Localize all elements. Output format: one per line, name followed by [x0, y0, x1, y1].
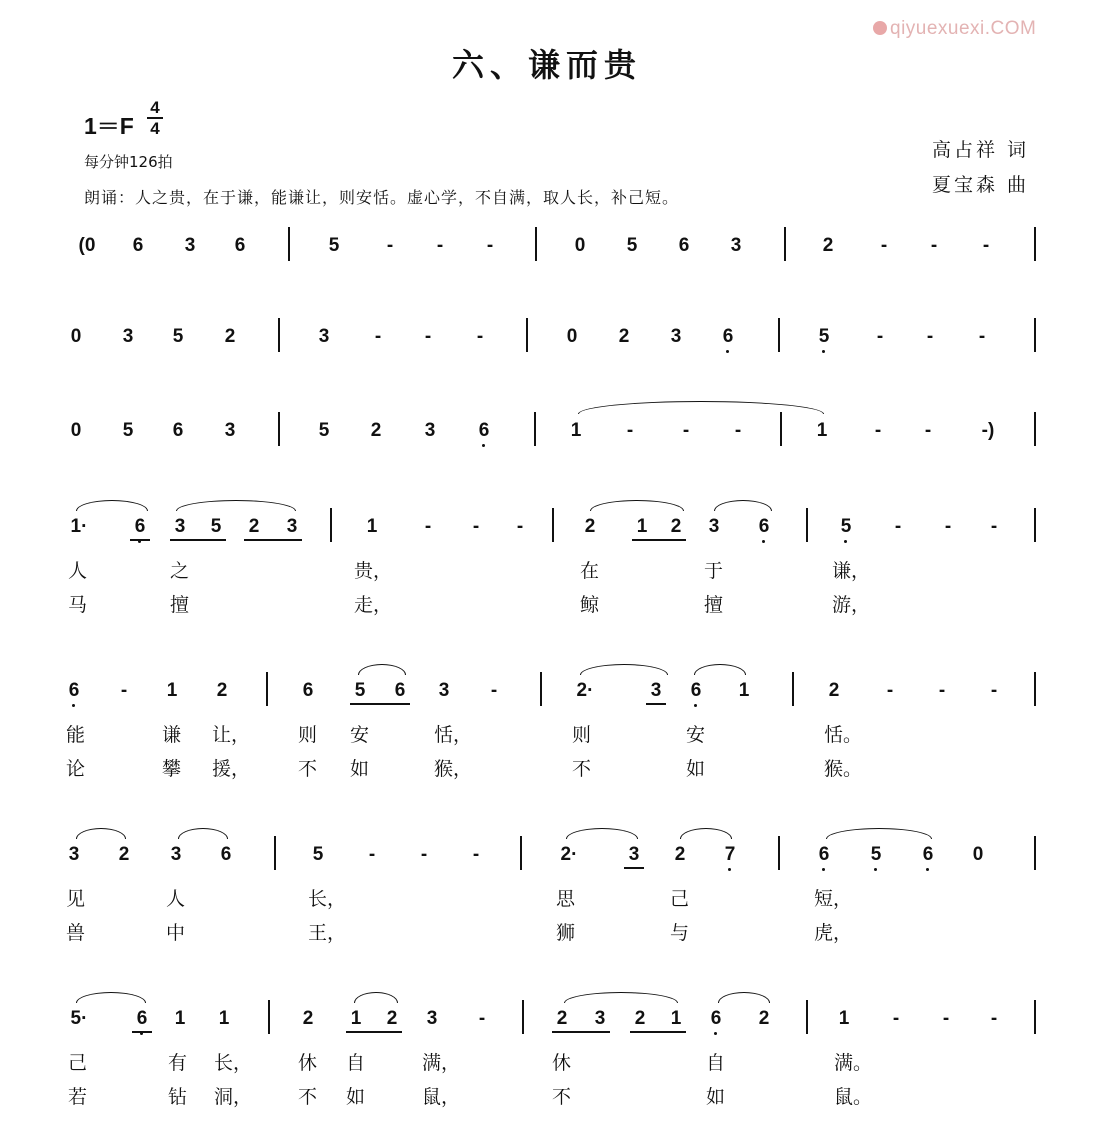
dash: -: [472, 516, 480, 537]
lyric-v1: 满，: [422, 1052, 461, 1074]
note: 6: [394, 680, 406, 701]
note: 2: [634, 1008, 646, 1029]
note-low: 6: [706, 1008, 726, 1030]
note: 3: [594, 1008, 606, 1029]
dash: -: [982, 235, 990, 256]
note: 3: [628, 844, 640, 865]
lyric-v1: 满。: [834, 1052, 873, 1074]
barline: [522, 1000, 524, 1034]
lyric-v2: 论: [66, 758, 86, 780]
note: 5: [172, 326, 184, 347]
note: 5: [312, 844, 324, 865]
slur: [714, 500, 772, 511]
lyric-v2: 与: [670, 922, 690, 944]
note: 5: [210, 516, 222, 537]
dash: -: [892, 1008, 900, 1029]
note-low: 6: [754, 516, 774, 538]
lyric-v1: 休: [552, 1052, 572, 1074]
lyric-v2: 不: [552, 1086, 572, 1108]
lyric-v2: 走，: [354, 594, 393, 616]
note: 6: [132, 235, 144, 256]
note: 1: [636, 516, 648, 537]
note: 2: [670, 516, 682, 537]
note-low: 5: [866, 844, 886, 866]
barline: [266, 672, 268, 706]
note-dotted: 5·: [70, 1008, 88, 1029]
lyric-v1: 自: [346, 1052, 366, 1074]
lyric-v1: 见: [66, 888, 86, 910]
note: 3: [170, 844, 182, 865]
lyric-v2: 游，: [832, 594, 871, 616]
note: 3: [730, 235, 742, 256]
dash: -: [894, 516, 902, 537]
underline: [624, 867, 644, 869]
dash: -: [734, 420, 742, 441]
dash: -: [424, 326, 432, 347]
note: 3: [286, 516, 298, 537]
note-low: 6: [814, 844, 834, 866]
dash: -: [926, 326, 934, 347]
note: 6: [302, 680, 314, 701]
note-low: 7: [720, 844, 740, 866]
lyric-v2: 若: [68, 1086, 88, 1108]
lyric-v2: 擅: [170, 594, 190, 616]
note: 3: [174, 516, 186, 537]
note: 2: [216, 680, 228, 701]
dash: -: [436, 235, 444, 256]
dash: -: [472, 844, 480, 865]
underline: [552, 1031, 610, 1033]
lyric-v2: 擅: [704, 594, 724, 616]
underline: [244, 539, 302, 541]
slur: [718, 992, 770, 1003]
slur: [580, 664, 668, 675]
lyric-v2: 王，: [308, 922, 347, 944]
lyric-v1: 安: [686, 724, 706, 746]
note: 3: [68, 844, 80, 865]
note: 3: [438, 680, 450, 701]
slur: [176, 500, 296, 511]
barline: [778, 318, 780, 352]
dash: -: [876, 326, 884, 347]
barline: [1034, 412, 1036, 446]
note-low: 5: [836, 516, 856, 538]
lyric-v1: 有: [168, 1052, 188, 1074]
dash: -: [942, 1008, 950, 1029]
lyric-v1: 则: [298, 724, 318, 746]
note: 3: [650, 680, 662, 701]
composer-credit: 夏宝森 曲: [932, 174, 1030, 196]
tempo-marking: 每分钟126拍: [84, 153, 173, 171]
dash: -: [978, 326, 986, 347]
barline: [288, 227, 290, 261]
slur: [178, 828, 228, 839]
slur: [358, 664, 406, 675]
barline: [780, 412, 782, 446]
lyric-v2: 虎，: [814, 922, 853, 944]
note: 6: [172, 420, 184, 441]
note: 3: [122, 326, 134, 347]
song-title: 六、谦而贵: [452, 46, 643, 84]
dash: -: [886, 680, 894, 701]
lyric-v2: 兽: [66, 922, 86, 944]
dash: -: [476, 326, 484, 347]
underline: [646, 703, 666, 705]
barline: [806, 508, 808, 542]
slur: [564, 992, 678, 1003]
note: 3: [426, 1008, 438, 1029]
barline: [778, 836, 780, 870]
slur: [566, 828, 638, 839]
note: 2: [302, 1008, 314, 1029]
note: 1: [166, 680, 178, 701]
note-low: 6: [64, 680, 84, 702]
dash: -: [930, 235, 938, 256]
lyric-v2: 不: [298, 758, 318, 780]
note: 3: [708, 516, 720, 537]
lyric-v1: 在: [580, 560, 600, 582]
lyric-v1: 休: [298, 1052, 318, 1074]
lyric-v2: 猴，: [434, 758, 473, 780]
note-low: 6: [132, 1008, 152, 1030]
barline: [540, 672, 542, 706]
note: 1: [350, 1008, 362, 1029]
barline: [268, 1000, 270, 1034]
barline: [520, 836, 522, 870]
dash: -: [516, 516, 524, 537]
lyric-v1: 谦: [162, 724, 182, 746]
note: 3: [224, 420, 236, 441]
note: 1: [838, 1008, 850, 1029]
dash: -: [120, 680, 128, 701]
dash: -: [990, 1008, 998, 1029]
lyric-v1: 短，: [814, 888, 853, 910]
lyric-v2: 如: [350, 758, 370, 780]
lyric-v1: 长，: [308, 888, 347, 910]
note-dotted: 2·: [576, 680, 594, 701]
note: 2: [556, 1008, 568, 1029]
note: 5: [318, 420, 330, 441]
barline: [535, 227, 537, 261]
dash: -: [626, 420, 634, 441]
note: 2: [118, 844, 130, 865]
note: 1: [816, 420, 828, 441]
note: 3: [184, 235, 196, 256]
slur: [76, 828, 126, 839]
barline: [1034, 508, 1036, 542]
lyric-v1: 自: [706, 1052, 726, 1074]
slur: [354, 992, 398, 1003]
note: 3: [318, 326, 330, 347]
lyric-v1: 己: [670, 888, 690, 910]
note: 0: [70, 326, 82, 347]
underline: [132, 1031, 152, 1033]
time-sig-top: 4: [150, 98, 160, 117]
note: 2: [822, 235, 834, 256]
note: 1: [570, 420, 582, 441]
key-signature: 1＝F: [84, 113, 134, 139]
dash: -: [490, 680, 498, 701]
barline: [534, 412, 536, 446]
barline: [1034, 318, 1036, 352]
lyric-v2: 狮: [556, 922, 576, 944]
lyric-v1: 则: [572, 724, 592, 746]
dash: -: [386, 235, 394, 256]
note: 1: [218, 1008, 230, 1029]
slur: [826, 828, 932, 839]
note: 5: [328, 235, 340, 256]
note-low: 6: [918, 844, 938, 866]
note-low: 6: [130, 516, 150, 538]
note: 2: [828, 680, 840, 701]
barline: [526, 318, 528, 352]
lyric-v2: 洞，: [214, 1086, 253, 1108]
barline: [1034, 836, 1036, 870]
underline: [630, 1031, 686, 1033]
lyric-v1: 之: [170, 560, 190, 582]
lyric-v2: 如: [686, 758, 706, 780]
barline: [278, 412, 280, 446]
note: 1: [670, 1008, 682, 1029]
barline: [1034, 1000, 1036, 1034]
dash: -: [990, 516, 998, 537]
underline: [632, 539, 686, 541]
lyric-v2: 马: [68, 594, 88, 616]
barline: [1034, 227, 1036, 261]
note: 1: [174, 1008, 186, 1029]
lyric-v2: 鲸: [580, 594, 600, 616]
lyric-v2: 援，: [212, 758, 251, 780]
note: (0: [78, 235, 96, 256]
lyric-v1: 贵，: [354, 560, 393, 582]
lyric-v1: 安: [350, 724, 370, 746]
note-low: 5: [814, 326, 834, 348]
note-dotted: 1·: [70, 516, 88, 537]
note: 0: [574, 235, 586, 256]
barline: [552, 508, 554, 542]
watermark: qiyuexuexi.COM: [873, 18, 1036, 40]
lyric-v2: 鼠，: [422, 1086, 461, 1108]
note: 6: [678, 235, 690, 256]
dash: -: [420, 844, 428, 865]
note-low: 6: [686, 680, 706, 702]
note: 3: [670, 326, 682, 347]
barline: [274, 836, 276, 870]
dash: -: [938, 680, 946, 701]
lyric-v1: 长，: [214, 1052, 253, 1074]
lyric-v2: 如: [346, 1086, 366, 1108]
lyric-v1: 让，: [212, 724, 251, 746]
note: 2: [618, 326, 630, 347]
lyric-v1: 己: [68, 1052, 88, 1074]
time-signature: [146, 98, 164, 138]
lyric-v2: 不: [572, 758, 592, 780]
lyric-v2: 如: [706, 1086, 726, 1108]
dash: -: [478, 1008, 486, 1029]
barline: [1034, 672, 1036, 706]
barline: [330, 508, 332, 542]
note: 1: [738, 680, 750, 701]
note: 3: [424, 420, 436, 441]
dash: -: [880, 235, 888, 256]
dash: -: [424, 516, 432, 537]
recitation-text: 朗诵：人之贵，在于谦，能谦让，则安恬。虚心学，不自满，取人长，补己短。: [84, 188, 680, 207]
note: 5: [626, 235, 638, 256]
note: 2: [674, 844, 686, 865]
note: 0: [70, 420, 82, 441]
dash: -: [368, 844, 376, 865]
note: 1: [366, 516, 378, 537]
note: 2: [758, 1008, 770, 1029]
note: 5: [354, 680, 366, 701]
lyric-v1: 思: [556, 888, 576, 910]
note: 2: [248, 516, 260, 537]
lyric-v1: 人: [68, 560, 88, 582]
lyric-v1: 能: [66, 724, 86, 746]
lyric-v1: 恬。: [824, 724, 863, 746]
tie: [578, 401, 824, 414]
lyricist-credit: 高占祥 词: [932, 139, 1030, 161]
note: 0: [972, 844, 984, 865]
barline: [806, 1000, 808, 1034]
barline: [784, 227, 786, 261]
note: 6: [220, 844, 232, 865]
note-low: 6: [718, 326, 738, 348]
underline: [346, 1031, 402, 1033]
slur: [680, 828, 732, 839]
note: 6: [234, 235, 246, 256]
lyric-v2: 不: [298, 1086, 318, 1108]
lyric-v1: 恬，: [434, 724, 473, 746]
slur: [694, 664, 746, 675]
lyric-v1: 于: [704, 560, 724, 582]
note-low: 6: [474, 420, 494, 442]
slur: [76, 500, 148, 511]
underline: [170, 539, 226, 541]
lyric-v2: 钻: [168, 1086, 188, 1108]
underline: [350, 703, 410, 705]
note: 2: [386, 1008, 398, 1029]
watermark-logo-icon: [873, 21, 887, 35]
dash: -: [924, 420, 932, 441]
dash: -: [944, 516, 952, 537]
dash: -: [874, 420, 882, 441]
barline: [278, 318, 280, 352]
note: 5: [122, 420, 134, 441]
barline: [792, 672, 794, 706]
dash: -: [374, 326, 382, 347]
time-sig-bottom: 4: [150, 119, 160, 138]
underline: [130, 539, 150, 541]
lyric-v2: 猴。: [824, 758, 863, 780]
note: 2: [370, 420, 382, 441]
dash: -: [682, 420, 690, 441]
slur: [590, 500, 684, 511]
note-dotted: 2·: [560, 844, 578, 865]
lyric-v1: 人: [166, 888, 186, 910]
lyric-v2: 攀: [162, 758, 182, 780]
dash: -: [486, 235, 494, 256]
note: 0: [566, 326, 578, 347]
dash: -: [990, 680, 998, 701]
lyric-v2: 鼠。: [834, 1086, 873, 1108]
note: 2: [224, 326, 236, 347]
lyric-v1: 谦，: [832, 560, 871, 582]
slur: [76, 992, 146, 1003]
note: 2: [584, 516, 596, 537]
lyric-v2: 中: [166, 922, 186, 944]
dash-close: -): [981, 420, 995, 441]
